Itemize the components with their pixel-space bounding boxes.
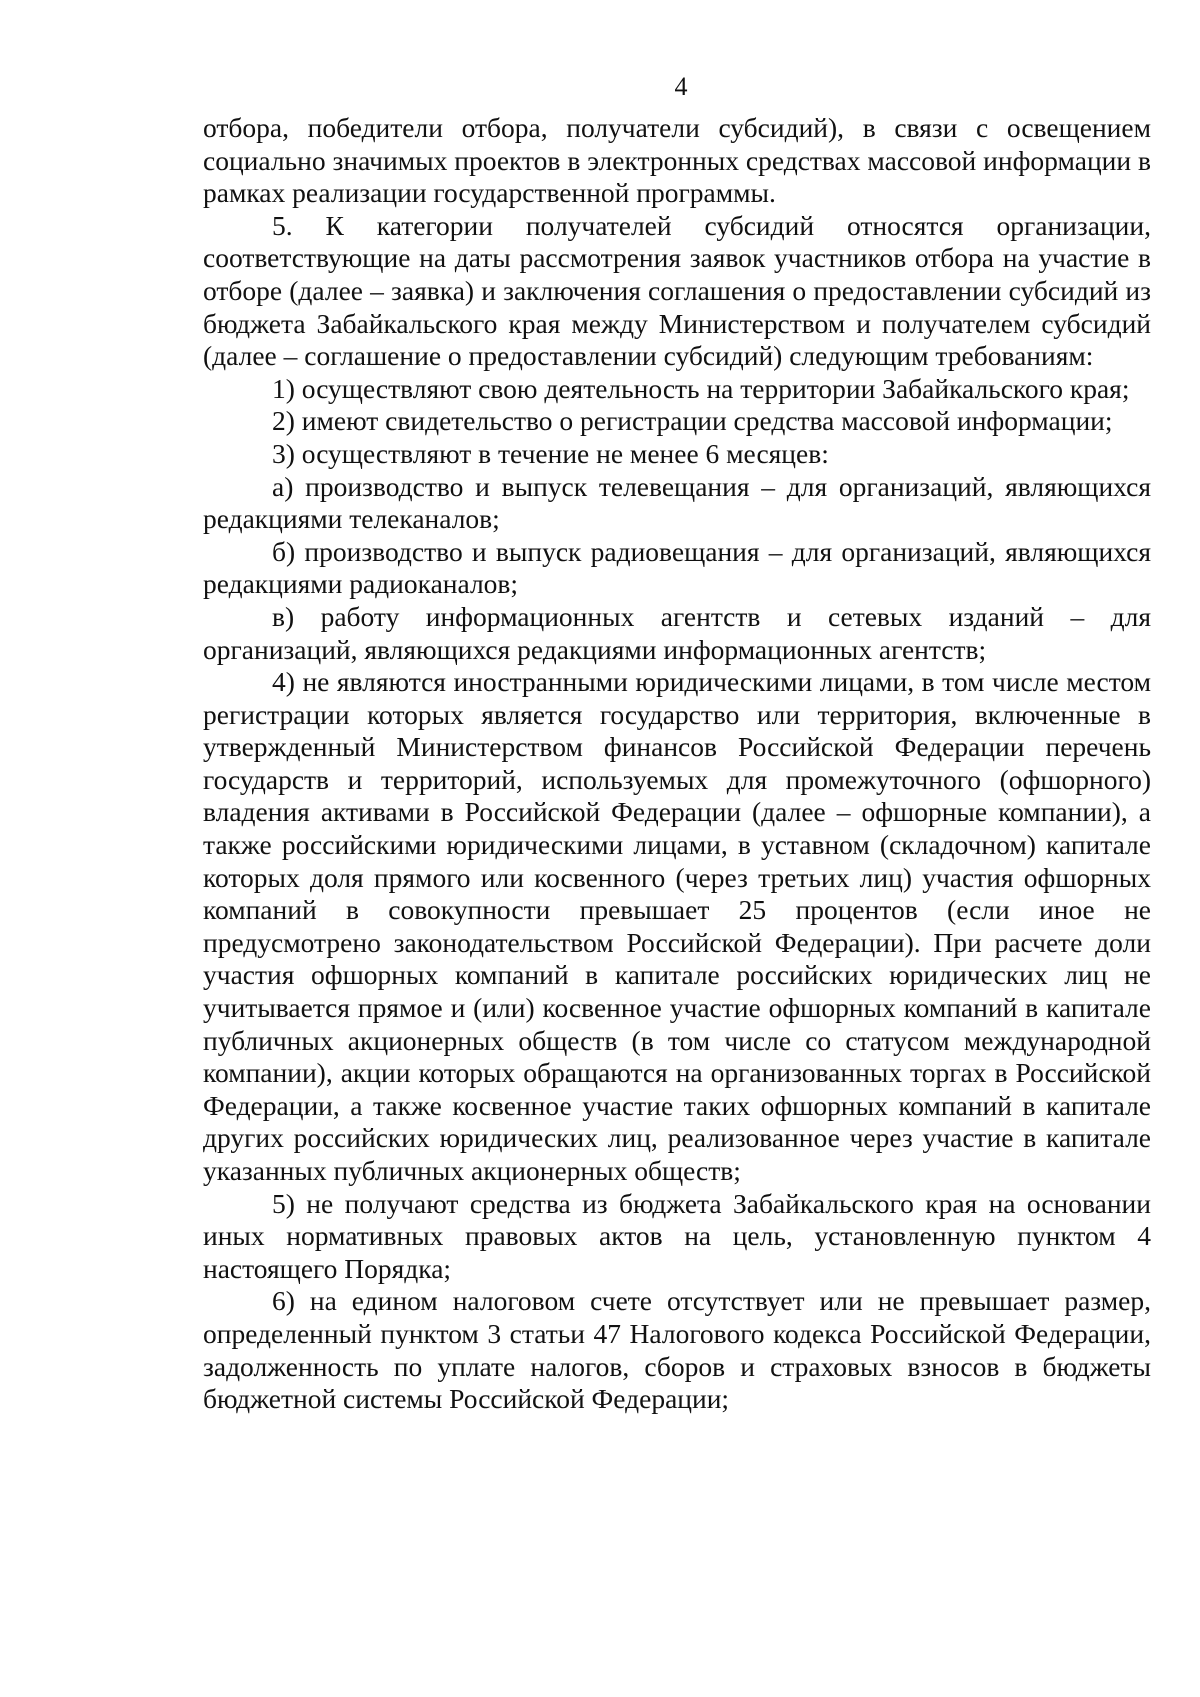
paragraph-subitem-3: 3) осуществляют в течение не менее 6 месяцев: [272, 437, 829, 469]
document-body [203, 112, 1151, 1416]
paragraph-subitem-5: 5) не получают средства из бюджета Забайкальского края на основании иных нормативных правовых актов на цель, установленную пунктом 4 настоящего Порядка; [203, 1187, 1151, 1284]
paragraph-subitem-6: 6) на едином налоговом счете отсутствует или не превышает размер, определенный пунктом 3 статьи 47 Налогового кодекса Российской Федерации, задолженность по уплате налогов, сборов и страховых взносов в бюджеты бюджетной системы Российской Федерации; [203, 1285, 1151, 1415]
paragraph-subitem-3v: в) работу информационных агентств и сетевых изданий – для организаций, являющихся редакциями информационных агентств; [203, 600, 1151, 665]
paragraph-subitem-1: 1) осуществляют свою деятельность на территории Забайкальского края; [272, 372, 1130, 404]
paragraph-subitem-3b: б) производство и выпуск радиовещания – для организаций, являющихся редакциями радиоканалов; [203, 535, 1151, 600]
paragraph-subitem-3a: а) производство и выпуск телевещания – для организаций, являющихся редакциями телеканалов; [203, 470, 1151, 535]
paragraph-subitem-2: 2) имеют свидетельство о регистрации средства массовой информации; [272, 405, 1113, 437]
paragraph-item-5: 5. К категории получателей субсидий относятся организации, соответствующие на даты рассмотрения заявок участников отбора на участие в отборе (далее – заявка) и заключения соглашения о предоставлении субсидий из бюджета Забайкальского края между Министерством и получателем субсидий (далее – соглашение о предоставлении субсидий) следующим требованиям: [203, 209, 1151, 372]
paragraph-continuation: отбора, победители отбора, получатели субсидий), в связи с освещением социально значимых проектов в электронных средствах массовой информации в рамках реализации государственной программы. [203, 112, 1151, 209]
page-number: 4 [674, 72, 688, 101]
paragraph-subitem-4: 4) не являются иностранными юридическими лицами, в том числе местом регистрации которых является государство или территория, включенные в утвержденный Министерством финансов Российской Федерации перечень государств и территорий, используемых для промежуточного (офшорного) владения активами в Российской Федерации (далее – офшорные компании), а также российскими юридическими лицами, в уставном (складочном) капитале которых доля прямого или косвенного (через третьих лиц) участия офшорных компаний в совокупности превышает 25 процентов (если иное не предусмотрено законодательством Российской Федерации). При расчете доли участия офшорных компаний в капитале российских юридических лиц не учитывается прямое и (или) косвенное участие офшорных компаний в капитале публичных акционерных обществ (в том числе со статусом международной компании), акции которых обращаются на организованных торгах в Российской Федерации, а также косвенное участие таких офшорных компаний в капитале других российских юридических лиц, реализованное через участие в капитале указанных публичных акционерных обществ; [203, 666, 1151, 1186]
